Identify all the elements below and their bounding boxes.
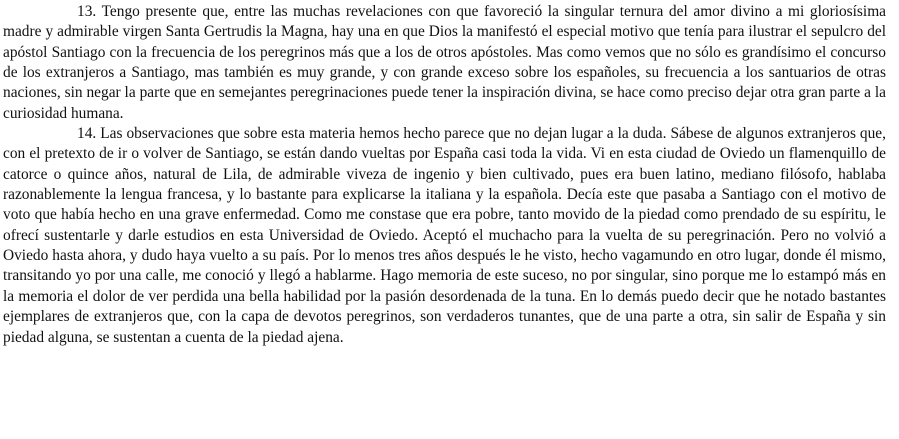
paragraph-14 — [3, 124, 886, 348]
paragraph-13 — [3, 2, 886, 124]
paragraph-text: Las observaciones que sobre esta materia hemos hecho parece que no dejan lugar a la duda. Sábese de algunos extranjeros que, con el pretexto de ir o volver de Santiago, se están dando vueltas por España casi toda la vida. Vi en esta ciudad de Oviedo un flamenquillo de catorce o quince años, natural de Lila, de admirable viveza de ingenio y bien cultivado, pues era buen latino, mediano filósofo, hablaba razonablemente la lengua francesa, y lo bastante para explicarse la italiana y la española. Decía este que pasaba a Santiago con el motivo de voto que había hecho en una grave enfermedad. Como me constase que era pobre, tanto movido de la piedad como prendado de su espíritu, le ofrecí sustentarle y darle estudios en esta Universidad de Oviedo. Aceptó el muchacho para la vuelta de su peregrinación. Pero no volvió a Oviedo hasta ahora, y dudo haya vuelto a su país. Por lo menos tres años después le he visto, hecho vagamundo en otro lugar, donde él mismo, transitando yo por una calle, me conoció y llegó a hablarme. Hago memoria de este suceso, no por singular, sino porque me lo estampó más en la memoria el dolor de ver perdida una bella habilidad por la pasión desordenada de la tuna. En lo demás puedo decir que he notado bastantes ejemplares de extranjeros que, con la capa de devotos peregrinos, son verdaderos tunantes, que de una parte a otra, sin salir de España y sin piedad alguna, se sustentan a cuenta de la piedad ajena. — [3, 125, 886, 346]
paragraph-number: 14. — [77, 125, 97, 143]
paragraph-text: Tengo presente que, entre las muchas revelaciones con que favoreció la singular ternura del amor divino a mi gloriosísima madre y admirable virgen Santa Gertrudis la Magna, hay una en que Dios la manifestó el especial motivo que tenía para ilustrar el sepulcro del apóstol Santiago con la frecuencia de los peregrinos más que a los de otros apóstoles. Mas como vemos que no sólo es grandísimo el concurso de los extranjeros a Santiago, mas también es muy grande, y con grande exceso sobre los españoles, su frecuencia a los santuarios de otras naciones, sin negar la parte que en semejantes peregrinaciones puede tener la inspiración divina, se hace como preciso dejar otra gran parte a la curiosidad humana. — [3, 3, 887, 122]
paragraph-number: 13. — [77, 3, 97, 20]
document-body — [3, 2, 886, 348]
